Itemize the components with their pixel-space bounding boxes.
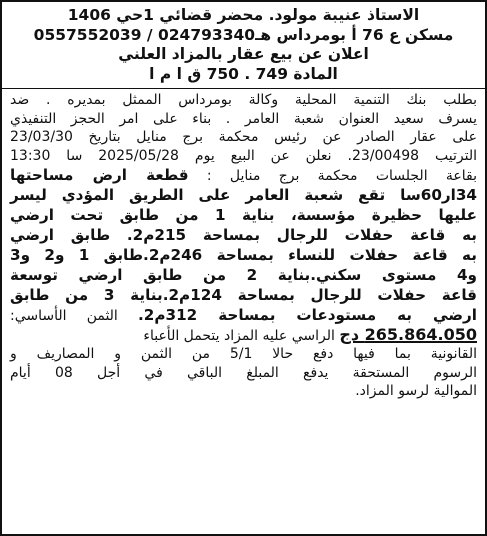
property-line-2: عليها حظيرة مؤسسة، بناية 1 من طابق تحت ارضي [10, 206, 477, 225]
property-line-7 [10, 305, 477, 325]
body-line-3: على عقار الصادر عن رئيس محكمة برج منايل بتاريخ 23/03/30 [10, 129, 477, 146]
conditions-line-2: الرسوم المستحقة يدفع المبلغ الباقي في أجل 08 أيام [10, 364, 478, 381]
property-intro: قطعة ارض مساحتها [10, 166, 189, 184]
body-line-4: الترتيب 23/00498. نعلن عن البيع يوم 2025/05/28 سا 13:30 [10, 147, 477, 164]
property-line-5: و4 مستوى سكني.بناية 2 من طابق ارضي توسعة [10, 266, 477, 285]
bailiff-address-line: مسكن ع 76 أ بومرداس هـ024793340 / 0557552039 [33, 25, 454, 44]
body-line-2: يسرف سعيد العنوان شعبة العامر . بناء على امر الحجز التنفيذي [10, 110, 477, 127]
property-line-3: به قاعة حفلات للرجال بمساحة 215م2. طابق ارضي [10, 226, 477, 245]
body-line-1: بطلب بنك التنمية المحلية وكالة بومرداس الممثل بمديره . ضد [10, 92, 477, 109]
venue-text: بقاعة الجلسات محكمة برج منايل : [206, 168, 477, 184]
property-line-6: قاعة حفلات للرجال بمساحة 124م2.بناية 3 من طابق [10, 286, 477, 305]
warehouses-text: ارضي به مستودعات بمساحة 312م2. [138, 306, 477, 325]
notice-title: اعلان عن بيع عقار بالمزاد العلني [118, 45, 369, 64]
header-divider [2, 88, 485, 89]
conditions-line-1: القانونية بما فيها دفع حالا 5/1 من الثمن و المصاريف و [10, 346, 477, 363]
base-price-label: الثمن الأساسي: [10, 308, 118, 325]
price-line [10, 326, 477, 345]
price-conditions: الراسي عليه المزاد يتحمل الأعباء [143, 327, 335, 344]
conditions-line-3: الموالية لرسو المزاد. [355, 383, 477, 400]
property-line-1: 34ار60سا تقع شعبة العامر على الطريق المؤدي ليسر [10, 186, 477, 205]
body-line-5 [10, 165, 477, 185]
bailiff-name-line: الاستاذ عنيبة مولود. محضر قضائي 1حي 1406 [67, 6, 420, 24]
legal-articles: المادة 749 . 750 ق ا م ا [149, 64, 338, 83]
base-price-value: 265.864.050 دج [339, 324, 477, 344]
property-line-4: به قاعة حفلات للنساء بمساحة 246م2.طابق 1 و2 و3 [10, 246, 477, 265]
